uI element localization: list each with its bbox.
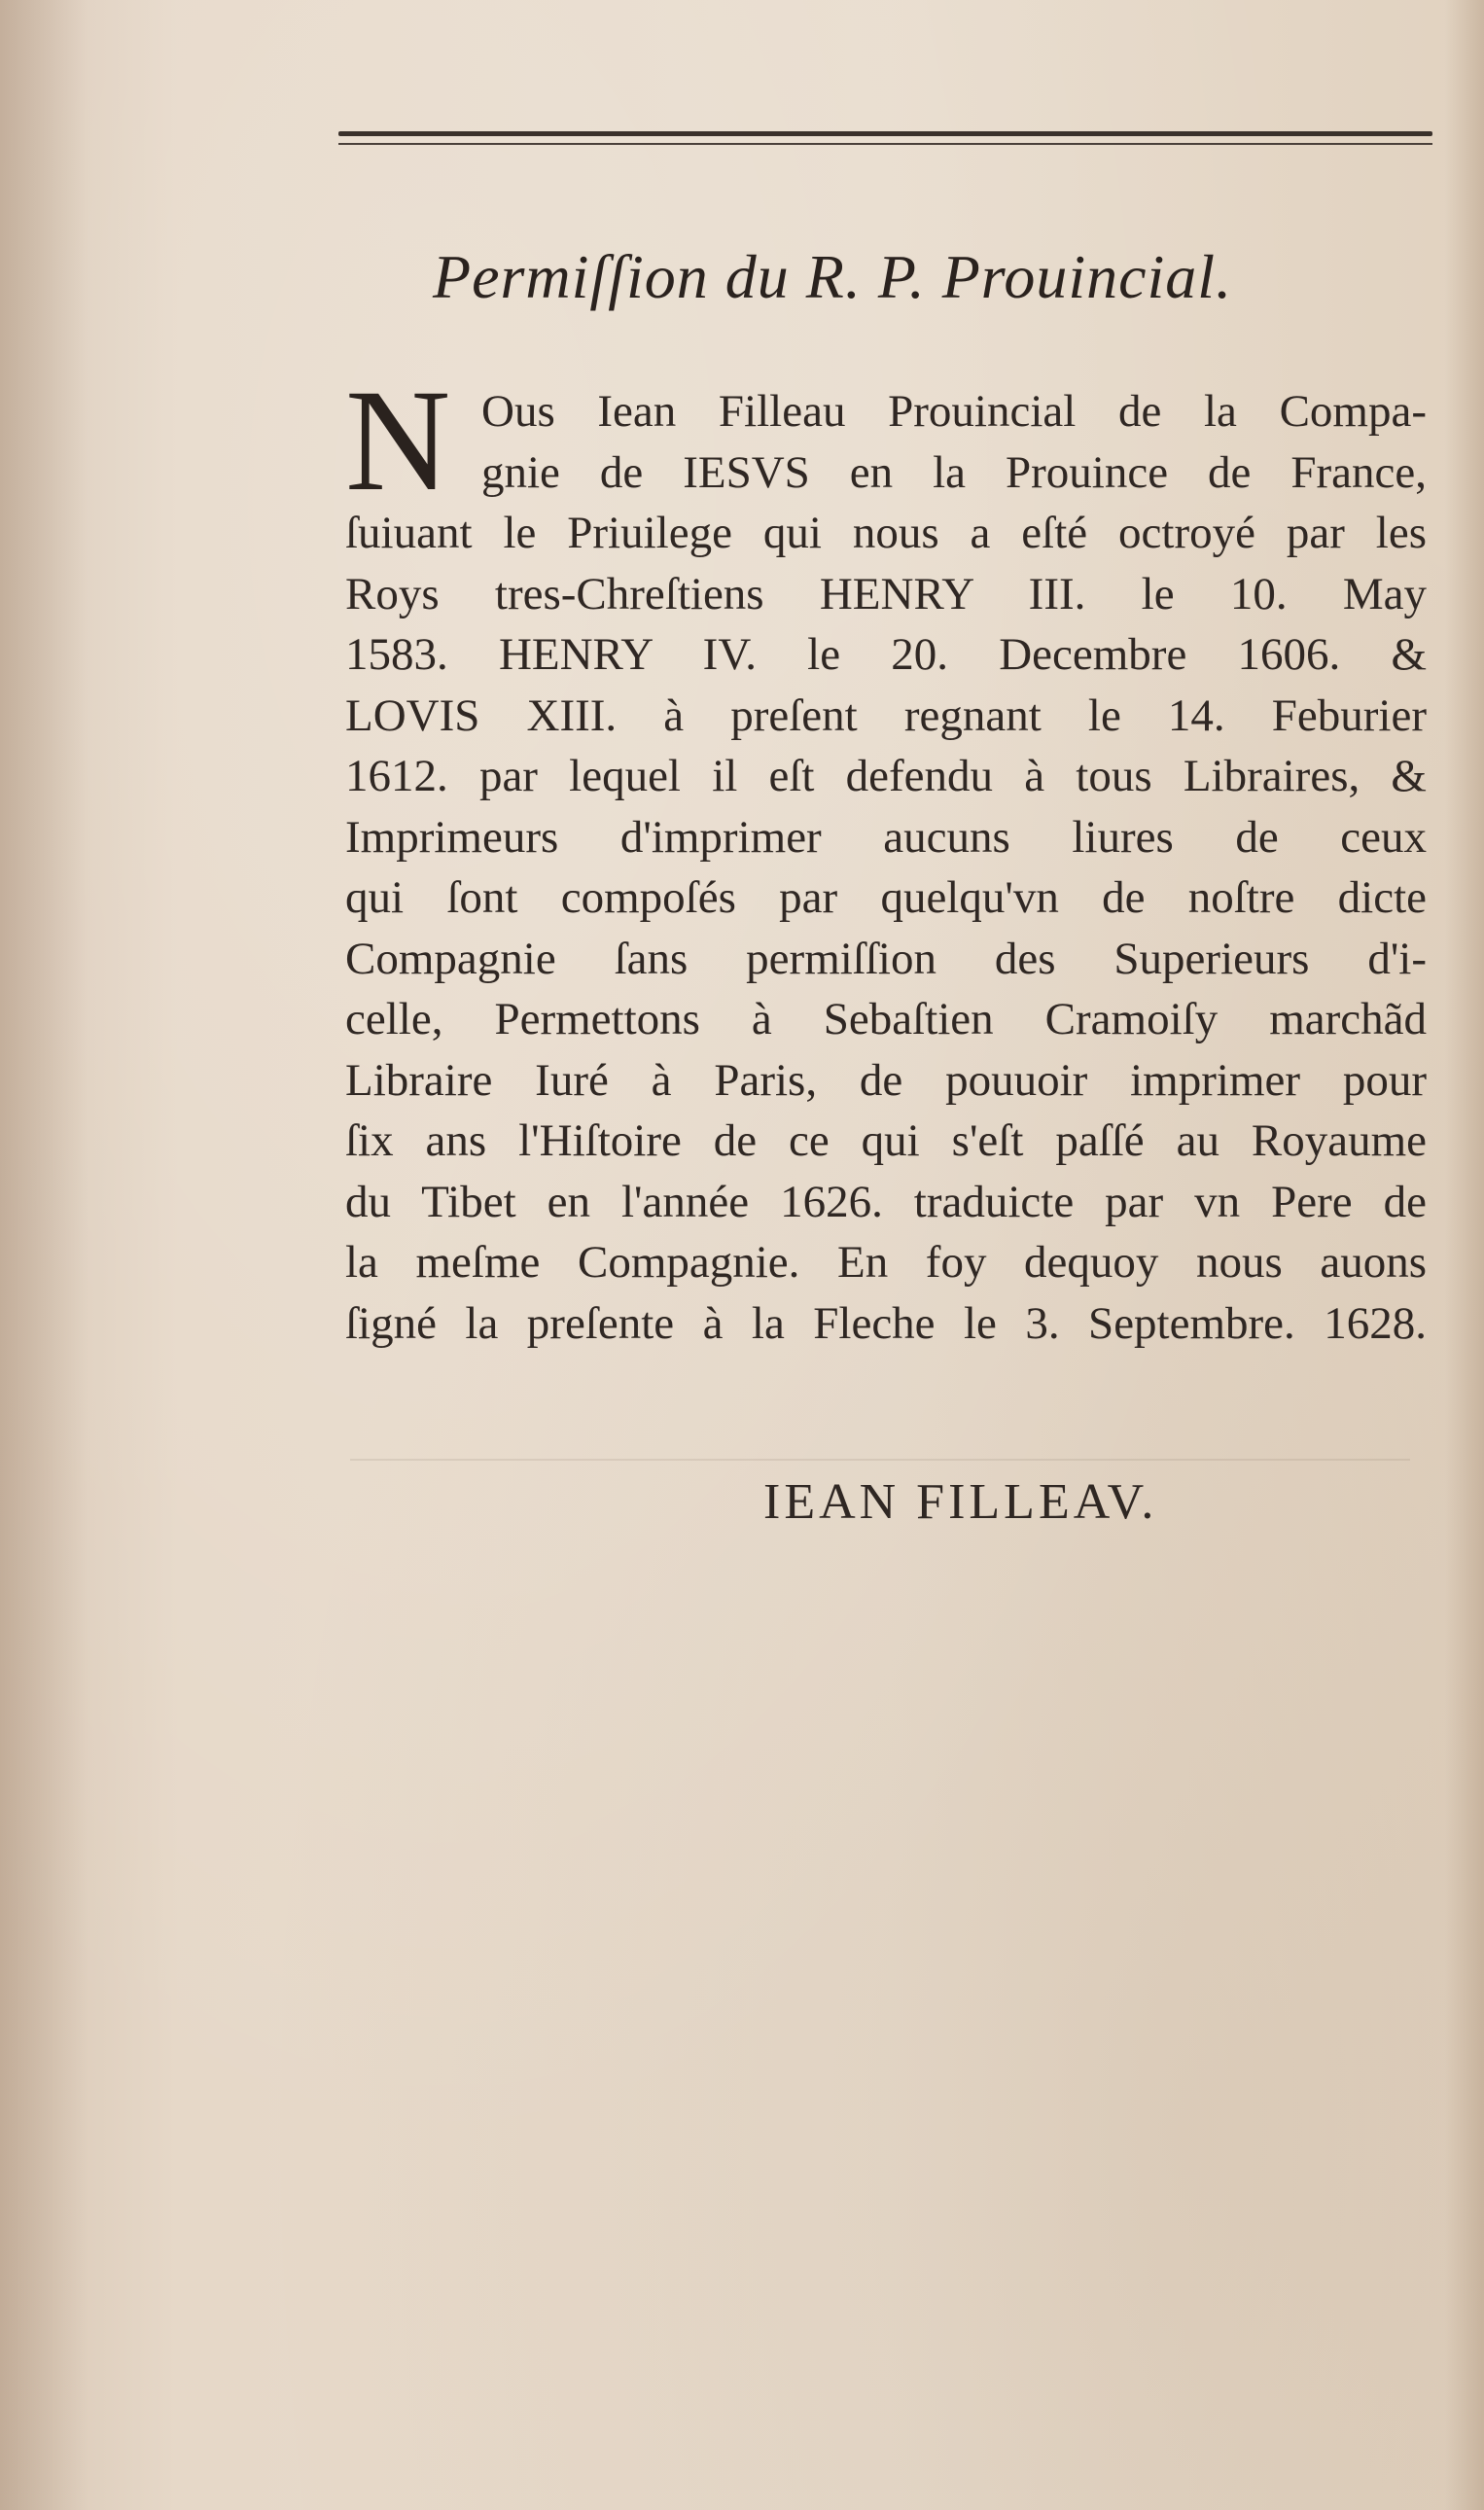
text-line: Ous Iean Filleau Prouincial de la Compa-: [481, 386, 1427, 437]
signature: IEAN FILLEAV.: [763, 1474, 1158, 1530]
faint-divider: [350, 1459, 1410, 1461]
text-line: 1612. par lequel il eſt defendu à tous Libraires, &: [345, 751, 1427, 801]
text-line: Roys tres-Chreſtiens HENRY III. le 10. May: [345, 568, 1427, 619]
text-line: ſix ans l'Hiſtoire de ce qui s'eſt paſſé au Royaume: [345, 1115, 1427, 1166]
text-line: Libraire Iuré à Paris, de pouuoir imprimer pour: [345, 1054, 1427, 1106]
header-rule-thin: [338, 143, 1432, 145]
permission-text: [345, 381, 1427, 1354]
text-line: celle, Permettons à Sebaſtien Cramoiſy marchãd: [345, 994, 1427, 1044]
text-line: Imprimeurs d'imprimer aucuns liures de ceux: [345, 811, 1427, 863]
gutter-shadow: [0, 0, 88, 2510]
text-line: gnie de IESVS en la Prouince de France,: [481, 446, 1427, 498]
text-line: ſigné la preſente à la Fleche le 3. Septembre. 1628.: [345, 1297, 1427, 1349]
text-line: 1583. HENRY IV. le 20. Decembre 1606. &: [345, 629, 1427, 680]
text-line: du Tibet en l'année 1626. traduicte par vn Pere de: [345, 1176, 1427, 1227]
text-line: LOVIS XIII. à preſent regnant le 14. Feburier: [345, 689, 1427, 741]
page-edge: [1445, 0, 1484, 2510]
text-line: ſuiuant le Priuilege qui nous a eſté octroyé par les: [345, 508, 1427, 558]
text-line: Compagnie ſans permiſſion des Superieurs d'i-: [345, 933, 1427, 984]
header-rule-thick: [338, 131, 1432, 136]
text-line: qui ſont compoſés par quelqu'vn de noſtre dicte: [345, 872, 1427, 923]
text-line: la meſme Compagnie. En foy dequoy nous auons: [345, 1237, 1427, 1288]
drop-cap: N: [345, 360, 451, 521]
page-heading: Permiſſion du R. P. Prouincial.: [433, 242, 1233, 311]
